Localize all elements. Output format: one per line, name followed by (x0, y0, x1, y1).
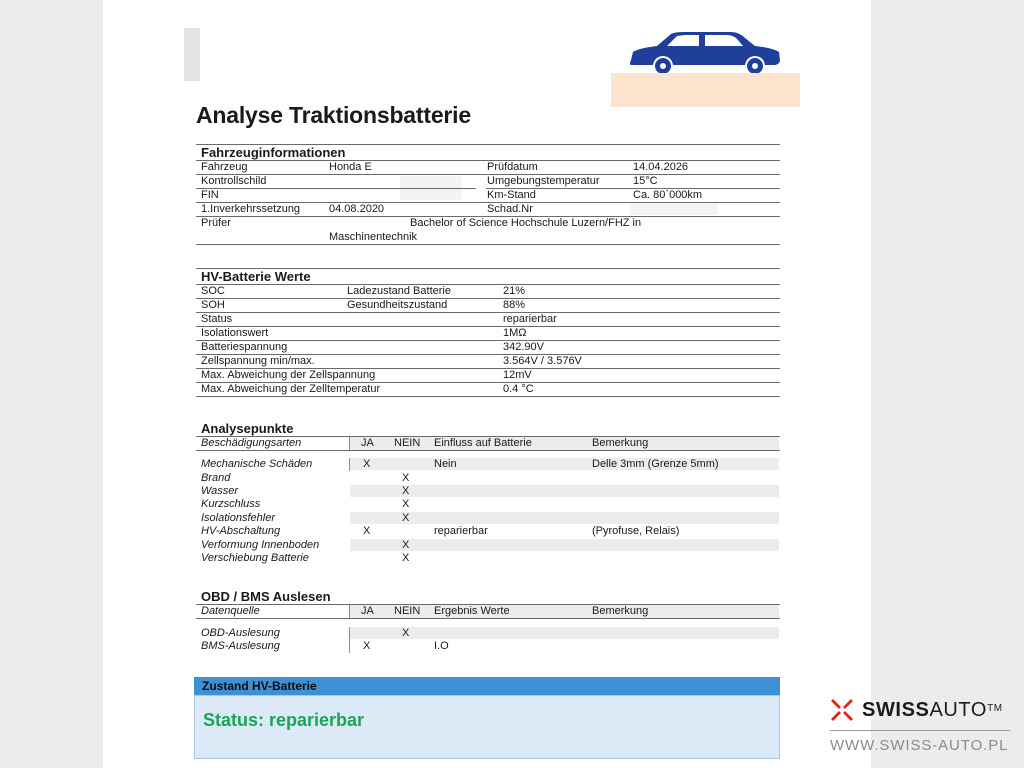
table-cell-ja: X (363, 458, 371, 470)
temp-deviation-label: Max. Abweichung der Zelltemperatur (201, 383, 381, 395)
soc-value: 21% (503, 285, 526, 297)
schad-label: Schad.Nr (487, 203, 533, 215)
col-einfluss: Einfluss auf Batterie (434, 437, 532, 449)
table-cell-nein: X (402, 539, 410, 551)
table-cell-nein: X (402, 472, 410, 484)
soh-label: SOH (201, 299, 225, 311)
redacted-field (630, 203, 718, 215)
col-nein: NEIN (394, 605, 421, 617)
soh-sub: Gesundheitszustand (347, 299, 448, 311)
brand-logo (830, 698, 1020, 758)
brand-trademark: TM (987, 703, 1003, 714)
table-cell-nein: X (402, 627, 410, 639)
divider (349, 605, 350, 618)
km-label: Km-Stand (487, 189, 536, 201)
brand-url: WWW.SWISS-AUTO.PL (830, 737, 1009, 754)
pruefdatum-value: 14.04.2026 (633, 161, 689, 173)
soc-label: SOC (201, 285, 225, 297)
temperature-label: Umgebungstemperatur (487, 175, 600, 187)
col-bemerkung: Bemerkung (592, 605, 649, 617)
divider (196, 326, 780, 327)
table-cell-einfluss: reparierbar (434, 525, 488, 537)
col-nein: NEIN (394, 437, 421, 449)
table-cell-ja: X (363, 640, 371, 652)
voltage-deviation-value: 12mV (503, 369, 532, 381)
divider (830, 730, 1010, 731)
obd-heading: OBD / BMS Auslesen (201, 589, 331, 604)
table-row-label: Verschiebung Batterie (201, 552, 309, 564)
table-row-label: Mechanische Schäden (201, 458, 313, 470)
status-text: Status: reparierbar (203, 710, 365, 730)
table-row-label: Brand (201, 472, 231, 484)
table-cell-nein: X (402, 485, 410, 497)
divider (196, 618, 780, 619)
table-cell-nein: X (402, 552, 410, 564)
cell-voltage-label: Zellspannung min/max. (201, 355, 315, 367)
status-heading: Zustand HV-Batterie (202, 679, 317, 693)
vehicle-info-heading: Fahrzeuginformationen (201, 145, 346, 160)
divider (196, 188, 476, 189)
analysis-heading: Analysepunkte (201, 421, 294, 436)
table-row-label: OBD-Auslesung (201, 627, 280, 639)
table-cell-nein: X (402, 498, 410, 510)
brand-name-light: AUTO (929, 699, 988, 721)
col-datenquelle: Datenquelle (201, 605, 260, 617)
brand-name-bold: SWISS (862, 699, 930, 721)
battery-voltage-value: 342.90V (503, 341, 544, 353)
table-cell-bemerkung: Delle 3mm (Grenze 5mm) (592, 458, 719, 470)
table-row-label: Kurzschluss (201, 498, 261, 510)
col-bemerkung: Bemerkung (592, 437, 649, 449)
col-ja: JA (361, 437, 374, 449)
table-row-label: Isolationsfehler (201, 512, 275, 524)
table-row-label: BMS-Auslesung (201, 640, 280, 652)
divider (196, 298, 780, 299)
divider (196, 450, 780, 451)
kontrollschild-label: Kontrollschild (201, 175, 267, 187)
divider (196, 396, 780, 397)
inverkehr-label: 1.Inverkehrssetzung (201, 203, 301, 215)
fin-label: FIN (201, 189, 219, 201)
temp-deviation-value: 0.4 °C (503, 383, 534, 395)
car-icon (627, 30, 783, 76)
battery-voltage-label: Batteriespannung (201, 341, 288, 353)
isolation-value: 1MΩ (503, 327, 527, 339)
divider (196, 312, 780, 313)
table-row-label: Wasser (201, 485, 239, 497)
pruefer-value-line1: Bachelor of Science Hochschule Luzern/FHZ in (410, 217, 642, 229)
divider (349, 437, 350, 450)
brand-name (862, 699, 1003, 721)
table-row-band (350, 485, 779, 497)
km-value: Ca. 80`000km (633, 189, 703, 201)
inverkehr-value: 04.08.2020 (329, 203, 385, 215)
header-highlight-block (611, 73, 800, 107)
table-cell-ja: X (363, 525, 371, 537)
col-ja: JA (361, 605, 374, 617)
soh-value: 88% (503, 299, 526, 311)
table-row-band (350, 539, 779, 551)
divider (196, 284, 780, 285)
table-cell-ergebnis: I.O (434, 640, 449, 652)
col-ergebnis: Ergebnis Werte (434, 605, 510, 617)
table-row-label: Verformung Innenboden (201, 539, 320, 551)
table-cell-nein: X (402, 512, 410, 524)
page-title: Analyse Traktionsbatterie (196, 102, 471, 128)
hv-values-heading: HV-Batterie Werte (201, 269, 311, 284)
cell-voltage-value: 3.564V / 3.576V (503, 355, 582, 367)
header-placeholder-block (184, 28, 200, 81)
status-value: reparierbar (503, 313, 557, 325)
table-cell-einfluss: Nein (434, 458, 457, 470)
status-box (194, 695, 780, 759)
table-row-label: HV-Abschaltung (201, 525, 281, 537)
divider (196, 144, 780, 145)
divider (196, 268, 780, 269)
pruefer-label: Prüfer (201, 217, 231, 229)
divider (196, 244, 780, 245)
table-row-band (350, 627, 779, 639)
status-header (194, 677, 780, 695)
fahrzeug-value: Honda E (329, 161, 372, 173)
status-label: Status (201, 313, 233, 325)
table-cell-bemerkung: (Pyrofuse, Relais) (592, 525, 680, 537)
isolation-label: Isolationswert (201, 327, 269, 339)
swiss-cross-logo-icon (830, 698, 854, 722)
fahrzeug-label: Fahrzeug (201, 161, 248, 173)
pruefer-value-line2: Maschinentechnik (329, 231, 418, 243)
pruefdatum-label: Prüfdatum (487, 161, 538, 173)
soc-sub: Ladezustand Batterie (347, 285, 451, 297)
table-row-band (350, 512, 779, 524)
voltage-deviation-label: Max. Abweichung der Zellspannung (201, 369, 376, 381)
col-beschaedigungsarten: Beschädigungsarten (201, 437, 302, 449)
temperature-value: 15°C (633, 175, 658, 187)
